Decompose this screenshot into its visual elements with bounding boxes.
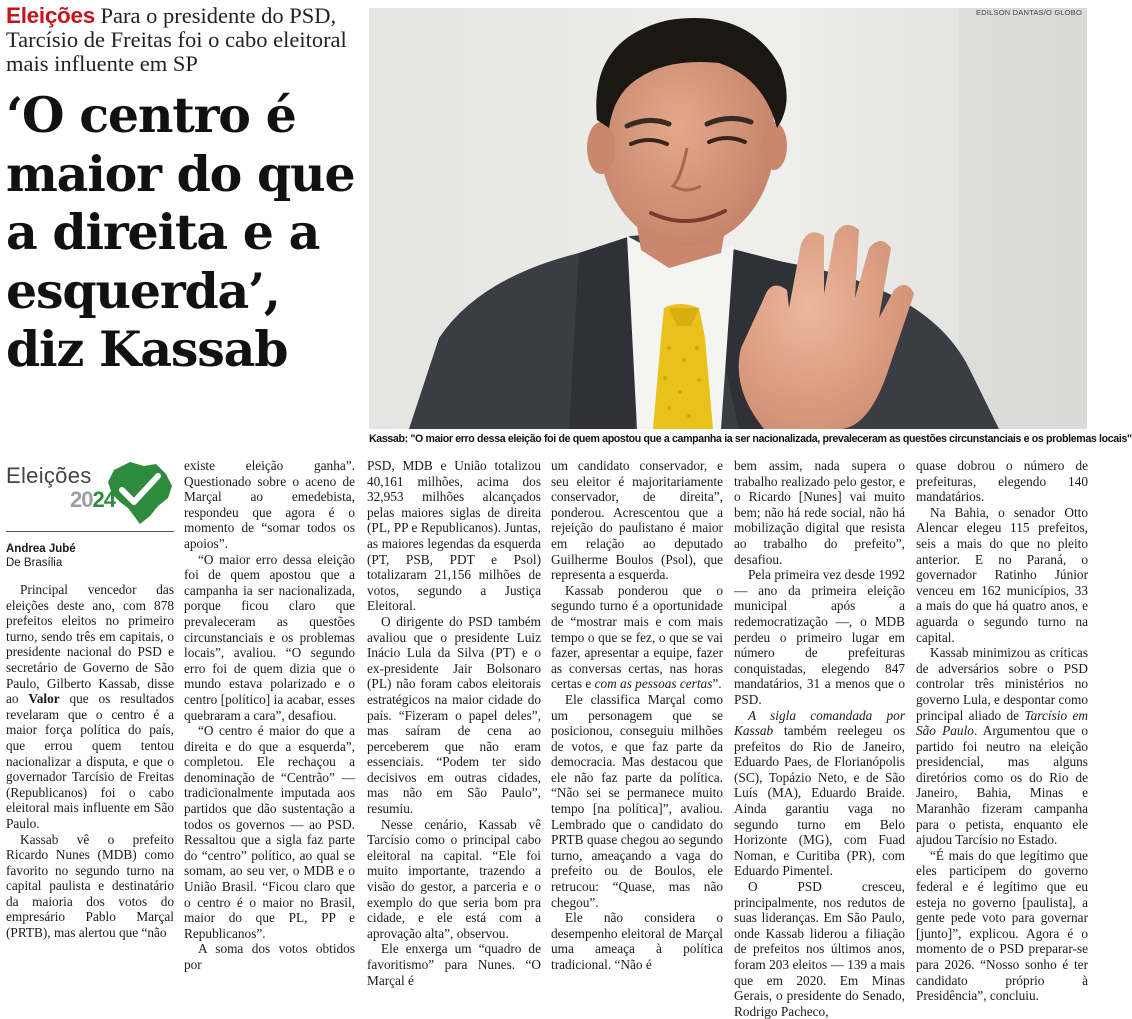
kicker-text: Para o presidente do PSD, Tarcísio de Freitas foi o cabo eleitoral mais influente em SP	[6, 3, 347, 76]
column-4	[551, 458, 723, 973]
paragraph: O PSD cresceu, principalmente, nos redutos de suas lideranças. Em São Paulo, onde Kassab liderou a filiação de prefeitos nos últimos anos, foram 203 eleitos — 139 a mais que em 2020. Em Minas Gerais, o presidente do Senado, Rodrigo Pacheco,	[734, 879, 905, 1019]
paragraph: “O maior erro dessa eleição foi de quem apostou que a campanha ia ser nacionalizada, porque ficou claro que prevaleceram as questões circunstanciais e os problemas locais”, avaliou. “O segundo erro foi de quem dizia que o mundo estava polarizado e o centro [político] ia acabar, esses quebraram a cara”, desafiou.	[184, 551, 355, 723]
paragraph: O dirigente do PSD também avaliou que o presidente Luiz Inácio Lula da Silva (PT) e o ex-presidente Jair Bolsonaro (PL) não foram cabos eleitorais estratégicos na maior cidade do país. “Fizeram o papel deles”, mas saíram de cena ao perceberem que não eram essenciais. “Podem ter sido decisivos em outras cidades, mas não em São Paulo”, resumiu.	[367, 613, 541, 817]
photo-credit: EDILSON DANTAS/O GLOBO	[976, 8, 1082, 17]
brazil-map-check-icon	[104, 458, 176, 528]
logo-year: 2024	[70, 487, 115, 512]
byline-rule	[6, 531, 174, 532]
column-5	[734, 458, 905, 1019]
paragraph: existe eleição ganha”. Questionado sobre o aceno de Marçal ao emedebista, respondeu que agora é o momento de “somar todos os apoios”.	[184, 458, 355, 551]
headline: ‘O centro é maior do que a direita e a esquerda’, diz Kassab	[6, 86, 355, 378]
paragraph: Kassab vê o prefeito Ricardo Nunes (MDB) como favorito no segundo turno na capital paulista e destinatário da maioria dos votos do empresário Pablo Marçal (PRTB), mas alertou que “não	[6, 831, 174, 941]
byline-author: Andrea Jubé	[6, 543, 76, 555]
paragraph: A soma dos votos obtidos por	[184, 941, 355, 972]
paragraph: um candidato conservador, e seu eleitor é majoritariamente conservador, de direita”, ponderou. Acrescentou que a rejeição do paulistano é maior em relação ao deputado Guilherme Boulos (Psol), que representa a esquerda.	[551, 458, 723, 583]
paragraph: A sigla comandada por Kassab também reelegeu os prefeitos do Rio de Janeiro, Eduardo Paes, de Florianópolis (SC), Topázio Neto, e de São Luís (MA), Eduardo Braide. Ainda garantiu vaga no segundo turno em Belo Horizonte (MG), com Fuad Noman, e Curitiba (PR), com Eduardo Pimentel.	[734, 707, 905, 879]
photo	[369, 8, 1087, 429]
paragraph: Ele enxerga um “quadro de favoritismo” para Nunes. “O Marçal é	[367, 941, 541, 988]
kicker	[6, 4, 364, 76]
paragraph: Pela primeira vez desde 1992 — ano da primeira eleição municipal após a redemocratização —, o MDB perdeu o primeiro lugar em número de prefeituras conquistadas, elegendo 847 mandatários, 31 a menos que o PSD.	[734, 567, 905, 707]
paragraph: “O centro é maior do que a direita e do que a esquerda”, completou. Ele rechaçou a denominação de “Centrão” — tradicionalmente imputada aos partidos que dão sustentação a todos os governos — ao PSD. Ressaltou que a sigla faz parte do “centro” político, ao qual se somam, ao seu ver, o MDB e o União Brasil. “Ficou claro que o centro é o maior no Brasil, maior do que PL, PP e Republicanos”.	[184, 723, 355, 941]
paragraph: Principal vencedor das eleições deste ano, com 878 prefeitos eleitos no primeiro turno, sendo três em capitais, o presidente nacional do PSD e secretário de Governo de São Paulo, Gilberto Kassab, disse ao Valor que os resultados revelaram que o centro é a maior força política do país, que errou quem tentou nacionalizar a disputa, e que o governador Tarcísio de Freitas (Republicanos) foi o cabo eleitoral mais influente em São Paulo.	[6, 582, 174, 831]
column-2	[184, 458, 355, 973]
logo-word: Eleições	[6, 463, 92, 488]
paragraph: Nesse cenário, Kassab vê Tarcísio como o principal cabo eleitoral na capital. “Ele foi muito importante, trazendo a visão do gestor, a parceria e o exemplo do que seria bom pra cidade, e ele está com a aprovação alta”, observou.	[367, 816, 541, 941]
elections-2024-logo	[6, 458, 174, 528]
paragraph: Ele classifica Marçal como um personagem que se posicionou, conseguiu milhões de votos, e que faz parte da democracia. Mas destacou que ele não faz parte da política. “Não sei se permanece muito tempo [na política]”, avaliou. Lembrado que o candidato do PRTB quase chegou ao segundo turno, ameaçando a vaga do prefeito ou de Boulos, ele retrucou: “Quase, mas não chegou”.	[551, 691, 723, 910]
paragraph: Na Bahia, o senador Otto Alencar elegeu 115 prefeitos, seis a mais do que no pleito anterior. E no Paraná, o governador Ratinho Júnior venceu em 162 municípios, 33 a mais do que há quatro anos, e aguarda o segundo turno na capital.	[916, 504, 1088, 645]
column-1	[6, 458, 174, 941]
kassab-photo-illustration	[369, 8, 1087, 429]
paragraph: Ele não considera o desempenho eleitoral de Marçal uma ameaça à política tradicional. “Não é	[551, 910, 723, 972]
paragraph: PSD, MDB e União totalizou 40,161 milhões, acima dos 32,953 milhões alcançados pelas maiores siglas de direita (PL, PP e Republicanos). Juntas, as maiores legendas da esquerda (PT, PSB, PDT e Psol) totalizaram 21,156 milhões de votos, segundo a Justiça Eleitoral.	[367, 458, 541, 614]
section-tag: Eleições	[6, 3, 95, 28]
paragraph: Kassab minimizou as críticas de adversários sobre o PSD controlar três ministérios no governo Lula, e despontar como principal aliado de Tarcísio em São Paulo. Argumentou que o partido foi neutro na eleição presidencial, mas alguns diretórios como os do Rio de Janeiro, Bahia, Minas e Maranhão fizeram campanha para o petista, enquanto ele ajudou Tarcísio no Estado.	[916, 645, 1088, 848]
paragraph: Kassab ponderou que o segundo turno é a oportunidade de “mostrar mais e com mais tempo o que se fez, o que se vai fazer, apresentar a equipe, fazer as conversas certas, nas horas certas e com as pessoas certas”.	[551, 582, 723, 692]
byline-place: De Brasília	[6, 557, 63, 569]
column-6	[916, 458, 1088, 1004]
photo-caption: Kassab: "O maior erro dessa eleição foi de quem apostou que a campanha ia ser nacionalizada, prevaleceram as questões circunstanciais e os problemas locais"	[369, 433, 1132, 445]
paragraph: “É mais do que legítimo que eles participem do governo federal e é legítimo que eu esteja no governo [paulista], a gente pede voto para governar [junto]”, explicou. Agora é o momento de o PSD preparar-se para 2026. “Nosso sonho é ter candidato próprio à Presidência”, concluiu.	[916, 847, 1088, 1004]
column-3	[367, 458, 541, 988]
paragraph: quase dobrou o número de prefeituras, elegendo 140 mandatários.	[916, 458, 1088, 505]
paragraph: bem assim, nada supera o trabalho realizado pelo gestor, e o Ricardo [Nunes] vai muito bem; não há rede social, não há mobilização digital que resista ao trabalho do prefeito”, desafiou.	[734, 458, 905, 567]
